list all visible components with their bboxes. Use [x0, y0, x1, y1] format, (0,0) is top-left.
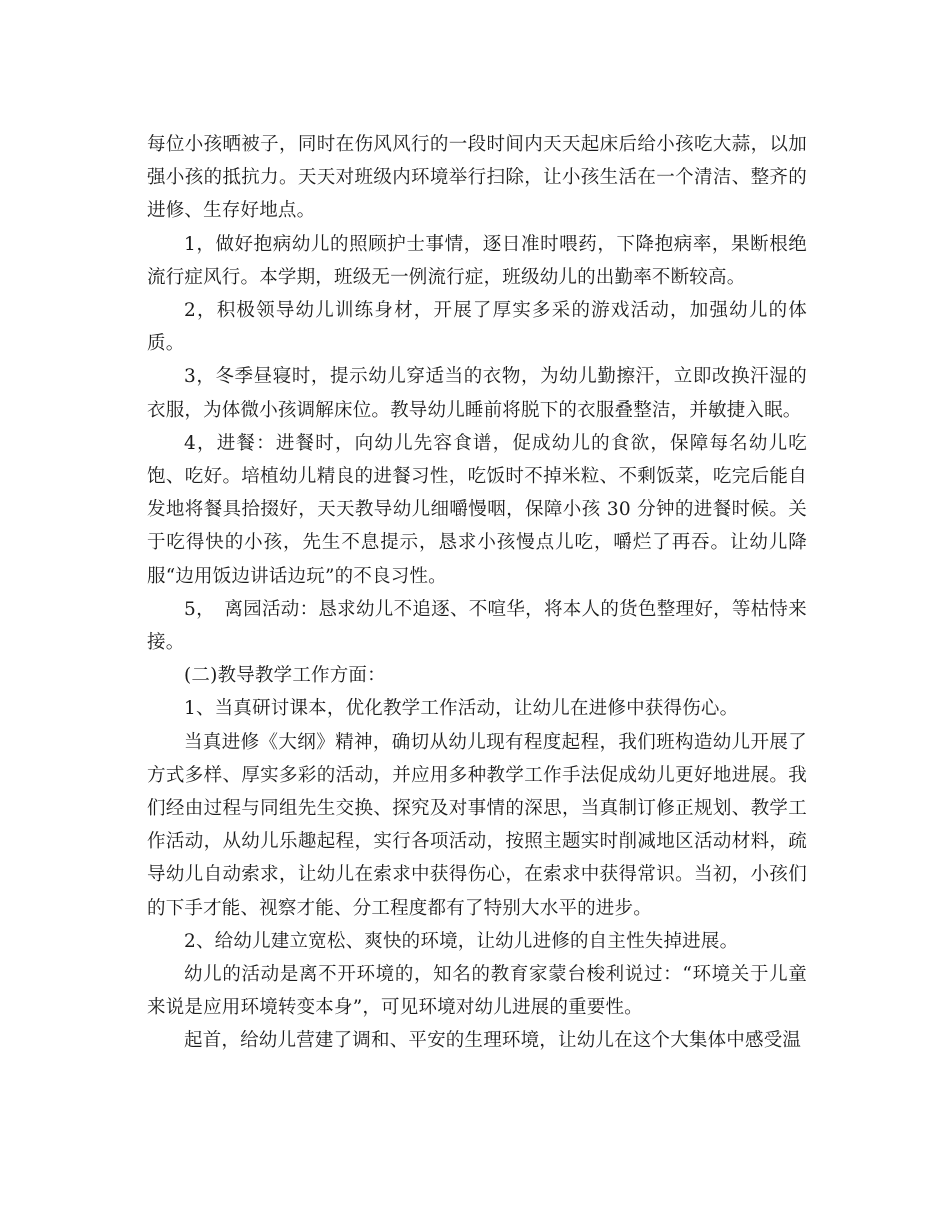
- paragraph-6: 5， 离园活动：恳求幼儿不追逐、不喧华，将本人的货色整理好，等枯恃来接。: [147, 598, 807, 654]
- paragraph-11: 幼儿的活动是离不开环境的，知名的教育家蒙台梭利说过：“环境关于儿童来说是应用环境转变本身”，可见环境对幼儿进展的重要性。: [147, 964, 807, 1019]
- document-body: [147, 128, 807, 1058]
- paragraph-9: 当真进修《大纲》精神，确切从幼儿现有程度起程，我们班构造幼儿开展了方式多样、厚实多彩的活动，并应用多种教学工作手法促成幼儿更好地进展。我们经由过程与同组先生交换、探究及对事情的深思，当真制订修正规划、教学工作活动，从幼儿乐趣起程，实行各项活动，按照主题实时削减地区活动材料，疏导幼儿自动索求，让幼儿在索求中获得伤心，在索求中获得常识。当初，小孩们的下手才能、视察才能、分工程度都有了特别大水平的进步。: [147, 731, 807, 919]
- paragraph-3: 2，积极领导幼儿训练身材，开展了厚实多采的游戏活动，加强幼儿的体质。: [147, 300, 807, 355]
- paragraph-2: 1，做好抱病幼儿的照顾护士事情，逐日准时喂药，下降抱病率，果断根绝流行症风行。本学期，班级无一例流行症，班级幼儿的出勤率不断较高。: [147, 233, 807, 288]
- paragraph-8: 1、当真研讨课本，优化教学工作活动，让幼儿在进修中获得伤心。: [184, 698, 739, 720]
- paragraph-1: 每位小孩晒被子，同时在伤风风行的一段时间内天天起床后给小孩吃大蒜，以加强小孩的抵抗力。天天对班级内环境举行扫除，让小孩生活在一个清洁、整齐的进修、生存好地点。: [147, 134, 807, 222]
- paragraph-5: 4，进餐：进餐时，向幼儿先容食谱，促成幼儿的食欲，保障每名幼儿吃饱、吃好。培植幼儿精良的进餐习性，吃饭时不掉米粒、不剩饭菜，吃完后能自发地将餐具拾掇好，天天教导幼儿细嚼慢咽，保障小孩 30 分钟的进餐时候。关于吃得快的小孩，先生不息提示，恳求小孩慢点儿吃，嚼烂了再吞。让幼儿降服“边用饭边讲话边玩”的不良习性。: [147, 432, 807, 587]
- section-heading-teaching: (二)教导教学工作方面：: [184, 665, 386, 687]
- paragraph-10: 2、给幼儿建立宽松、爽快的环境，让幼儿进修的自主性失掉进展。: [184, 930, 739, 952]
- paragraph-4: 3，冬季昼寝时，提示幼儿穿适当的衣物，为幼儿勤擦汗，立即改换汗湿的衣服，为体微小孩调解床位。教导幼儿睡前将脱下的衣服叠整洁，并敏捷入眠。: [147, 366, 807, 421]
- paragraph-12: 起首，给幼儿营建了调和、平安的生理环境，让幼儿在这个大集体中感受温: [184, 1030, 802, 1052]
